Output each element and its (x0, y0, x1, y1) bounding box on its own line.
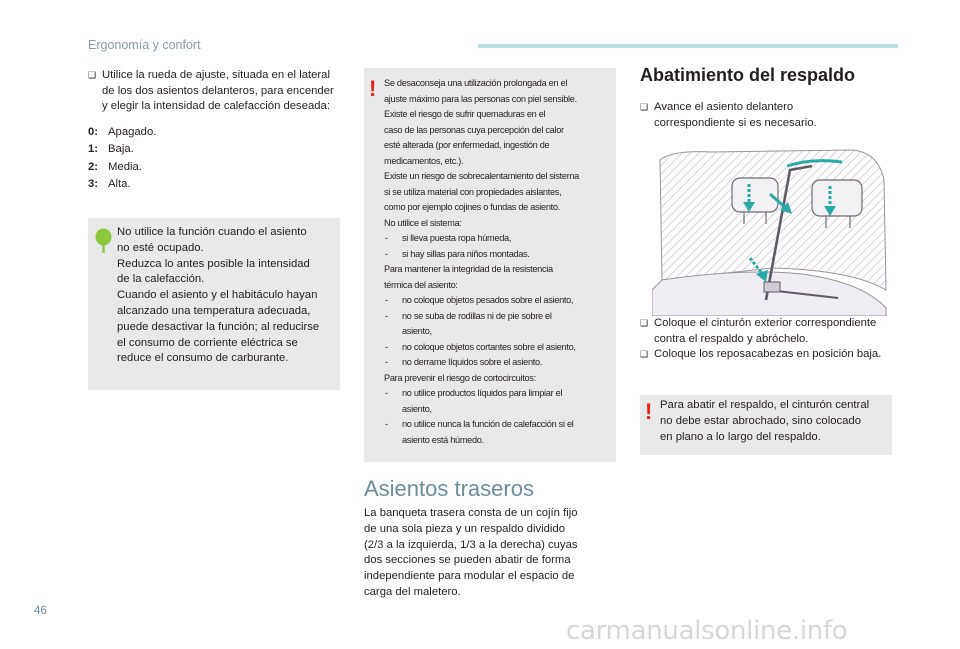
bullet-item: ❏ Coloque los reposacabezas en posición baja. (640, 347, 892, 363)
bullet-item: ❏ Avance el asiento delantero correspondiente si es necesario. (640, 100, 892, 131)
list-item: - si hay sillas para niños montadas. (385, 248, 530, 259)
eco-note-box (88, 218, 340, 390)
section-header: Ergonomía y confort (88, 38, 201, 52)
page-number: 46 (34, 605, 47, 617)
header-accent-bar (478, 44, 898, 48)
level-item: 0: Apagado. (88, 125, 157, 138)
list-item: - no se suba de rodillas ni de pie sobre el asiento, (385, 310, 552, 336)
rear-seats-text: La banqueta trasera consta de un cojín fijo de una sola pieza y un respaldo dividido (2/3 a la izquierda, 1/3 a la derecha) cuyas dos secciones se pueden abatir de forma independiente para modular el espacio de carga del maletero. (364, 507, 578, 598)
eco-note-text: No utilice la función cuando el asiento no esté ocupado. Reduzca lo antes posible la intensidad de la calefacción. Cuando el asiento y el habitáculo hayan alcanzado una temperatura adecuada, puede desactivar la función; al reducirse el consumo de corriente eléctrica se reduce el consumo de carburante. (117, 226, 320, 365)
backrest-title: Abatimiento del respaldo (640, 65, 856, 85)
level-item: 3: Alta. (88, 178, 131, 190)
bullet-text: Utilice la rueda de ajuste, situada en el lateral de los dos asientos delanteros, para encender y elegir la intensidad de calefacción deseada: (102, 69, 334, 112)
list-item: - no coloque objetos pesados sobre el asiento, (385, 295, 574, 305)
exclamation-icon: ! (369, 76, 377, 101)
backrest-warning-box (640, 395, 892, 455)
check-square-icon: ❏ (640, 349, 649, 359)
warning-text: Se desaconseja una utilización prolongada en el ajuste máximo para las personas con piel sensible. Existe el riesgo de sufrir quemaduras en el caso de las personas cuya percepción del calor esté alterada (por enfermedad, ingestión de medicamentos, etc.). Existe un riesgo de sobrecalentamiento del sistema si se utiliza material con propiedades aislantes, como por ejemplo cojines o fundas de asiento. No utilice el sistema: (384, 78, 579, 228)
heating-warning-box (364, 68, 616, 462)
check-square-icon: ❏ (88, 70, 97, 80)
check-square-icon: ❏ (640, 102, 649, 112)
list-item: - no coloque objetos cortantes sobre el asiento, (385, 341, 576, 352)
list-item: - si lleva puesta ropa húmeda, (385, 233, 512, 243)
level-item: 2: Media. (88, 160, 142, 173)
eco-leaf-icon (95, 228, 112, 254)
left-column (88, 68, 340, 194)
integrity-intro: Para mantener la integridad de la resistencia térmica del asiento: (384, 264, 553, 290)
watermark: carmanualsonline.info (566, 616, 848, 646)
warning-text: Para abatir el respaldo, el cinturón central no debe estar abrochado, sino colocado en plano a lo largo del respaldo. (660, 399, 870, 443)
list-item: - no utilice nunca la función de calefacción si el asiento está húmedo. (385, 419, 574, 445)
bullet-item (88, 68, 340, 115)
exclamation-icon: ! (645, 399, 653, 424)
list-item: - no derrame líquidos sobre el asiento. (385, 357, 543, 367)
check-square-icon: ❏ (640, 318, 649, 328)
bullet-item: ❏ Coloque el cinturón exterior correspondiente contra el respaldo y abróchelo. (640, 316, 892, 347)
level-list (88, 124, 340, 194)
rear-seats-title: Asientos traseros (364, 476, 534, 501)
short-circuit-intro: Para prevenir el riesgo de cortocircuitos: (384, 372, 536, 383)
level-item: 1: Baja. (88, 143, 134, 155)
rear-seat-illustration (652, 140, 892, 316)
list-item: - no utilice productos líquidos para limpiar el asiento, (385, 388, 563, 414)
bullet-list (640, 316, 892, 363)
